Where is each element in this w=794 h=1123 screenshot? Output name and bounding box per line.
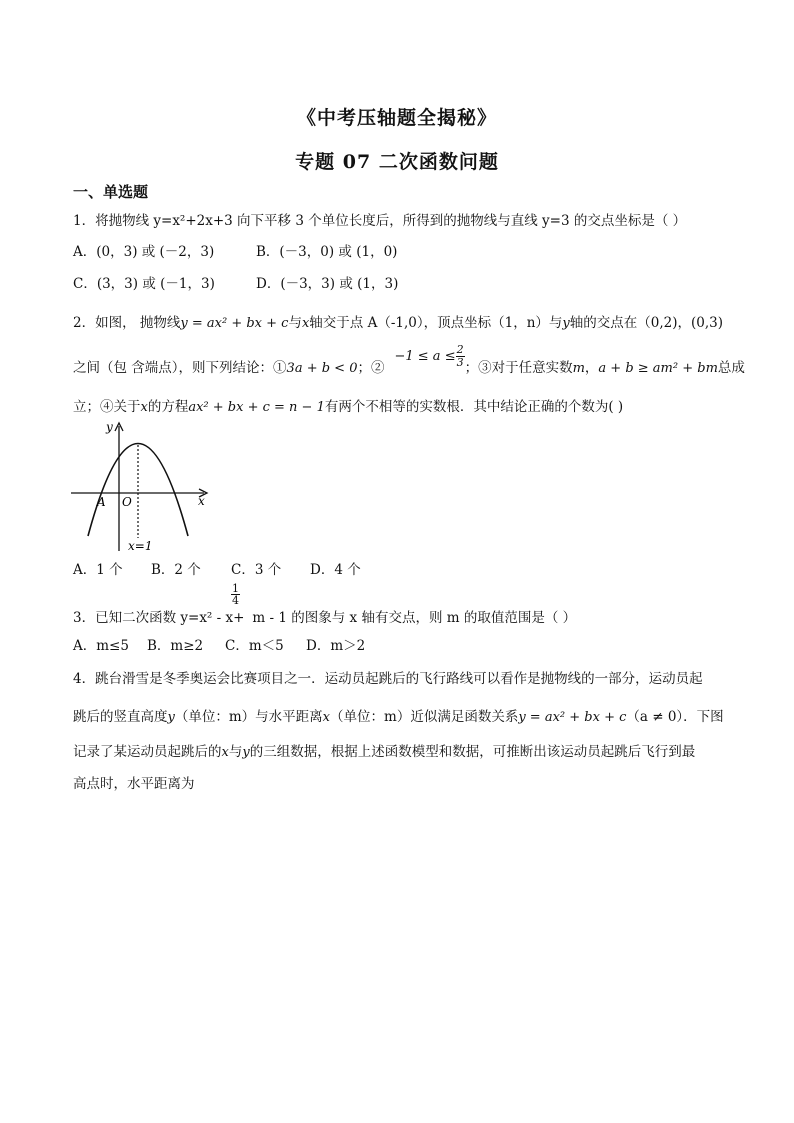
q4-var-x: x <box>322 710 331 725</box>
point-a-label: A <box>97 495 106 509</box>
question-2-option-d: D．4 个 <box>310 562 361 578</box>
q2-fraction-denominator: 3 <box>456 356 464 369</box>
q3-fraction-numerator: 1 <box>232 582 239 595</box>
q2-parabola-equation: y = ax² + bx + c <box>180 316 289 331</box>
q2-text: 的方程 <box>147 399 189 415</box>
question-2-line-3 <box>73 395 623 415</box>
q2-text: 之间（包 含端点），则下列结论：① <box>73 360 287 376</box>
question-4-line-4: 高点时，水平距离为 <box>73 776 195 792</box>
q4-function-equation: y = ax² + bx + c <box>518 710 627 725</box>
q4-text: （单位：m）与水平距离 <box>174 709 323 725</box>
q3-stem-end: m - 1 的图象与 x 轴有交点，则 m 的取值范围是（ ） <box>252 610 577 626</box>
q2-text: 2．如图， 抛物线 <box>73 315 181 331</box>
q4-text: 跳后的竖直高度 <box>73 709 168 725</box>
q2-fraction-numerator: 2 <box>456 343 464 356</box>
q2-text: 轴的交点在（0,2)，(0,3) <box>569 315 723 331</box>
book-title: 《中考压轴题全揭秘》 <box>296 107 497 129</box>
question-2-option-c: C．3 个 <box>231 562 282 578</box>
q2-text: 总成 <box>717 360 745 376</box>
axis-of-symmetry-label: x=1 <box>128 539 153 553</box>
question-4-line-3 <box>73 740 695 760</box>
q2-var-x: x <box>140 400 148 415</box>
question-4-line-1: 4．跳台滑雪是冬季奥运会比赛项目之一．运动员起跳后的飞行路线可以看作是抛物线的一部分，运动员起 <box>73 671 703 687</box>
q2-text: 有两个不相等的实数根．其中结论正确的个数为( ) <box>324 399 624 415</box>
topic-title: 专题 07 二次函数问题 <box>295 151 499 173</box>
q2-text: ；② <box>357 360 385 376</box>
q4-text: （单位：m）近似满足函数关系 <box>330 709 519 725</box>
q2-conclusion-1: 3a + b < 0 <box>286 361 358 376</box>
q4-text: （a ≠ 0）．下图 <box>626 709 724 725</box>
question-2-option-a: A．1 个 <box>73 562 123 578</box>
q2-var-y: y <box>562 316 570 331</box>
question-1-option-b: B．(－3，0) 或 (1，0) <box>256 244 398 260</box>
question-3-option-a: A．m≤5 <box>73 638 129 654</box>
q2-conclusion-3: a + b ≥ am² + bm <box>598 361 718 376</box>
question-1-option-a: A．(0，3) 或 (－2，3) <box>73 244 215 260</box>
parabola-figure <box>66 418 216 558</box>
question-3-stem <box>73 606 576 626</box>
question-4-line-2 <box>73 705 724 725</box>
q2-var-m: m <box>572 361 585 376</box>
q2-fraction <box>456 344 465 369</box>
q2-text: 与 <box>288 315 302 331</box>
q4-text: 与 <box>228 744 243 760</box>
question-2-line-1 <box>73 311 723 331</box>
q4-var-x: x <box>221 745 229 760</box>
question-2-option-b: B．2 个 <box>151 562 201 578</box>
q2-text: ， <box>584 360 599 376</box>
x-axis-label: x <box>198 494 205 508</box>
q4-var-y: y <box>167 710 175 725</box>
q4-text: 记录了某运动员起跳后的 <box>73 744 222 760</box>
q2-conclusion-2-left: −1 ≤ a ≤ <box>394 349 456 364</box>
section-heading: 一、单选题 <box>73 183 149 201</box>
q4-text: 的三组数据，根据上述函数模型和数据，可推断出该运动员起跳后飞行到最 <box>249 744 696 760</box>
question-3-option-c: C．m＜5 <box>225 638 284 654</box>
q2-conclusion-4: ax² + bx + c = n − 1 <box>188 400 325 415</box>
question-3-option-d: D．m＞2 <box>306 638 366 654</box>
question-3-option-b: B．m≥2 <box>147 638 204 654</box>
question-1-option-c: C．(3，3) 或 (－1，3) <box>73 276 215 292</box>
q3-stem-start: 3．已知二次函数 y=x² - x+ <box>73 610 245 626</box>
q3-fraction-denominator: 4 <box>232 594 239 607</box>
y-axis-label: y <box>106 420 113 434</box>
origin-label: O <box>122 495 132 509</box>
q2-conclusion-2 <box>394 343 464 369</box>
question-1-option-d: D．(－3，3) 或 (1，3) <box>256 276 399 292</box>
q2-text: 轴交于点 A（-1,0），顶点坐标（1，n）与 <box>309 315 563 331</box>
q2-text: 立；④关于 <box>73 399 141 415</box>
question-1-stem: 1．将抛物线 y=x²+2x+3 向下平移 3 个单位长度后，所得到的抛物线与直线 y=3 的交点坐标是（ ） <box>73 213 687 229</box>
question-2-line-2 <box>73 343 745 381</box>
q2-text: ；③对于任意实数 <box>464 360 573 376</box>
q2-var-x: x <box>301 316 310 331</box>
q3-fraction <box>231 583 240 606</box>
q4-var-y: y <box>242 745 250 760</box>
